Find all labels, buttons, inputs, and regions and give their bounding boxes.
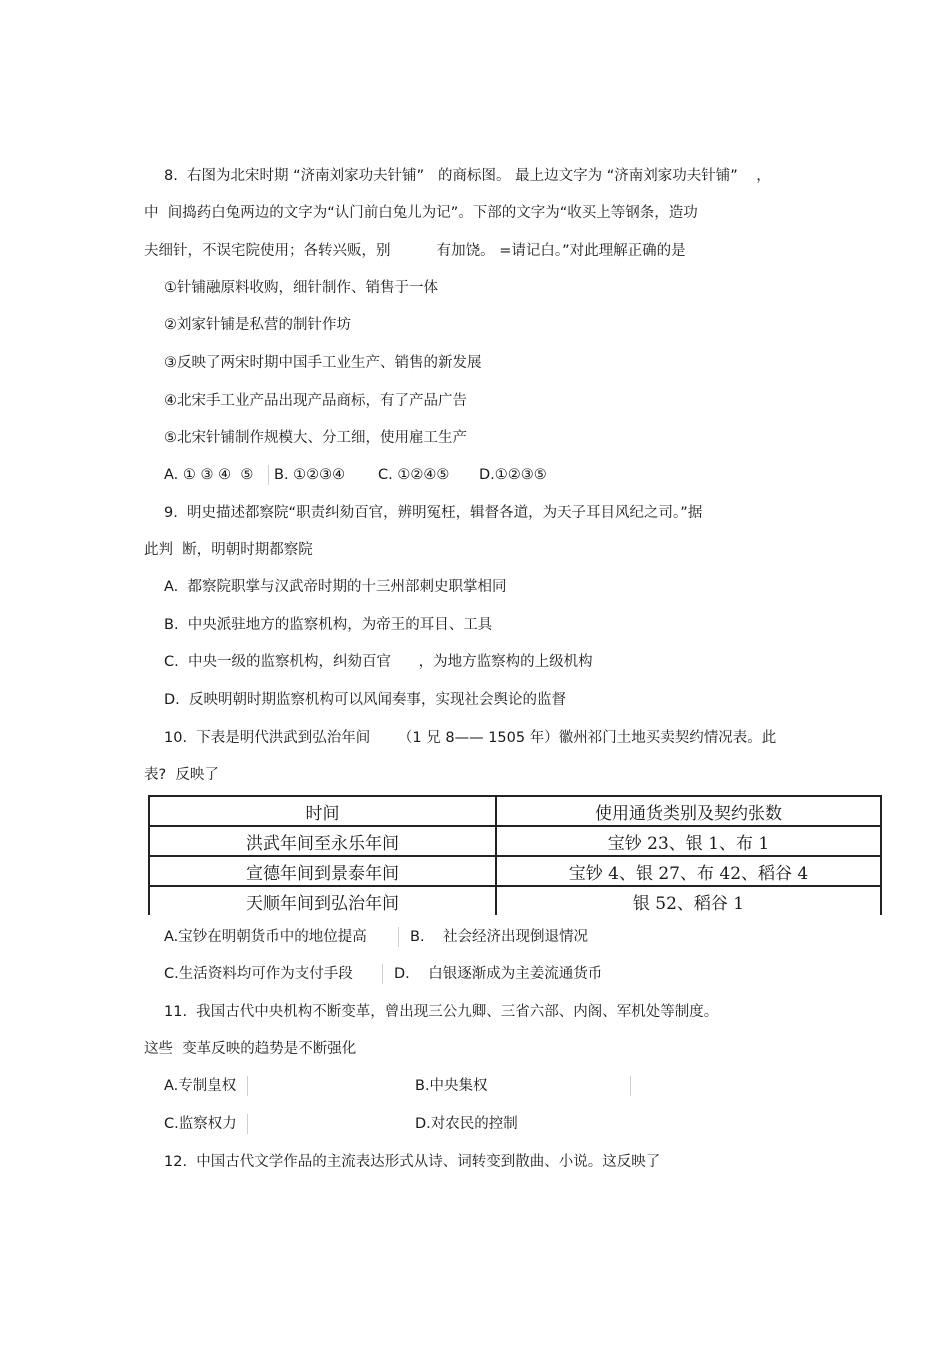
scan-mark [247, 1076, 248, 1096]
q11-option-b: B.中央集权 [415, 1078, 488, 1094]
table-cell-period: 洪武年间至永乐年间 [149, 826, 496, 856]
q8-statement-2: ②刘家针铺是私营的制针作坊 [164, 317, 351, 333]
q11-option-c: C.监察权力 [164, 1116, 237, 1132]
q10-stem-line1: 10. 下表是明代洪武到弘治年间 （1 兄 8—— 1505 年）徽州祁门土地买卖契约情况表。此 [164, 730, 777, 746]
q9-option-a: A. 都察院职掌与汉武帝时期的十三州部刺史职掌相同 [164, 579, 507, 595]
scan-mark [268, 465, 269, 485]
q9-option-b: B. 中央派驻地方的监察机构，为帝王的耳目、工具 [164, 617, 493, 633]
scan-mark [630, 1076, 631, 1096]
q11-stem-line2: 这些 变革反映的趋势是不断强化 [144, 1041, 357, 1057]
q8-statement-1: ①针铺融原料收购，细针制作、销售于一体 [164, 280, 438, 296]
q8-option-b: B. ①②③④ [274, 467, 346, 483]
q8-stem-line3: 夫细针，不误宅院使用；各转兴贩，别 有加饶。 =请记白。”对此理解正确的是 [144, 243, 686, 259]
table-cell-currency: 宝钞 23、银 1、布 1 [496, 826, 881, 856]
q10-option-c: C.生活资料均可作为支付手段 [164, 966, 353, 982]
q8-stem-line2: 中 间捣药白兔两边的文字为“认门前白兔儿为记”。下部的文字为“收买上等钢条，造功 [144, 205, 698, 221]
q9-stem-line2: 此判 断，明朝时期都察院 [144, 542, 313, 558]
contract-table [148, 795, 882, 915]
q10-stem-line2: 表? 反映了 [144, 767, 219, 783]
table-cell-currency: 银 52、稻谷 1 [496, 886, 881, 915]
q9-stem-line1: 9. 明史描述都察院“职责纠劾百官，辨明冤枉，辑督各道，为天子耳目风纪之司。”据 [164, 505, 703, 521]
q9-option-c: C. 中央一级的监察机构，纠劾百官 ，为地方监察构的上级机构 [164, 654, 593, 670]
q10-option-d: D. 白银逐渐成为主姜流通货币 [394, 966, 603, 982]
q8-option-a: A. ① ③ ④ ⑤ [164, 467, 254, 483]
q8-stem-line1: 8. 右图为北宋时期 “济南刘家功夫针铺” 的商标图。 最上边文字为 “济南刘家功夫针铺” ， [164, 168, 771, 184]
q8-statement-4: ④北宋手工业产品出现产品商标，有了产品广告 [164, 393, 467, 409]
q11-option-d: D.对农民的控制 [415, 1116, 518, 1132]
q12-stem-line1: 12. 中国古代文学作品的主流表达形式从诗、词转变到散曲、小说。这反映了 [164, 1154, 661, 1170]
scan-mark [398, 927, 399, 947]
table-cell-period: 天顺年间到弘治年间 [149, 886, 496, 915]
q8-option-d: D.①②③⑤ [479, 467, 547, 483]
table-cell-period: 宣德年间到景泰年间 [149, 856, 496, 886]
table-row [149, 826, 881, 856]
q8-statement-5: ⑤北宋针铺制作规模大、分工细，使用雇工生产 [164, 430, 467, 446]
table-header-time: 时间 [149, 796, 496, 826]
q10-option-b: B. 社会经济出现倒退情况 [410, 929, 588, 945]
table-row [149, 856, 881, 886]
q8-option-c: C. ①②④⑤ [378, 467, 450, 483]
q11-stem-line1: 11. 我国古代中央机构不断变革，曾出现三公九卿、三省六部、内阁、军机处等制度。 [164, 1004, 719, 1020]
q11-option-a: A.专制皇权 [164, 1078, 237, 1094]
table-row [149, 886, 881, 915]
table-cell-currency: 宝钞 4、银 27、布 42、稻谷 4 [496, 856, 881, 886]
q10-option-a: A.宝钞在明朝货币中的地位提高 [164, 929, 367, 945]
table-header-row [149, 796, 881, 826]
q9-option-d: D. 反映明朝时期监察机构可以风闻奏事，实现社会舆论的监督 [164, 692, 566, 708]
scan-mark [247, 1114, 248, 1134]
scan-mark [382, 964, 383, 984]
table-header-currency: 使用通货类别及契约张数 [496, 796, 881, 826]
q8-statement-3: ③反映了两宋时期中国手工业生产、销售的新发展 [164, 355, 482, 371]
